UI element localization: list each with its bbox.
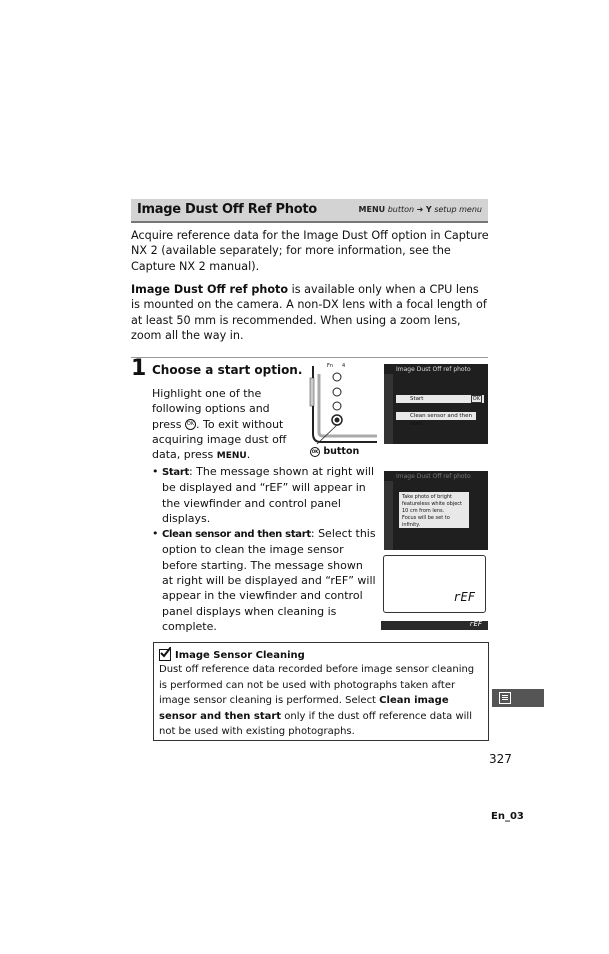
note-bold: Clean image sensor and then start bbox=[159, 695, 449, 722]
control-panel-display bbox=[383, 555, 486, 613]
ok-icon: OK bbox=[185, 419, 196, 430]
step-number: 1 bbox=[131, 356, 147, 381]
note-text bbox=[159, 662, 483, 740]
list-item bbox=[152, 464, 377, 526]
option-text: : The message shown at right will be displayed and “rEF” will appear in the viewfinder and control panel displays. bbox=[162, 465, 374, 525]
option-list bbox=[152, 464, 377, 634]
viewfinder-ref: rEF bbox=[469, 620, 482, 628]
note-title: Image Sensor Cleaning bbox=[175, 649, 305, 661]
menu-screen-start bbox=[384, 364, 488, 444]
message-line: Take photo of bright bbox=[402, 494, 453, 500]
menu-option-label: Start bbox=[410, 396, 424, 402]
setup-menu-word: setup menu bbox=[434, 205, 482, 214]
button-caption-text: button bbox=[323, 446, 360, 457]
document-code: En_03 bbox=[491, 811, 524, 822]
option-term: Start bbox=[162, 467, 189, 478]
menu-list-icon bbox=[499, 692, 511, 704]
page-number: 327 bbox=[489, 752, 512, 766]
camera-fn-label: Fn bbox=[327, 363, 334, 369]
section-title: Image Dust Off Ref Photo bbox=[137, 202, 317, 217]
menu-sidebar bbox=[384, 374, 393, 444]
step-text-a: Highlight one of the following options and press bbox=[152, 387, 270, 431]
step-title: Choose a start option. bbox=[152, 363, 303, 377]
cpu-lens-term: Image Dust Off ref photo bbox=[131, 283, 289, 296]
setup-icon: Y bbox=[425, 205, 432, 214]
bullet-icon: • bbox=[152, 465, 159, 478]
button-word: button bbox=[387, 205, 415, 214]
cpu-lens-text: is available only when a CPU lens is mounted on the camera. A non-DX lens with a focal length of at least 50 mm is recommended. When using a zoom lens, zoom all the way in. bbox=[131, 283, 487, 343]
message-screen bbox=[384, 471, 488, 550]
note-text-b: only if the dust off reference data will not be used with existing photographs. bbox=[159, 710, 472, 737]
section-tab bbox=[492, 689, 544, 707]
bullet-icon: • bbox=[152, 527, 159, 541]
checkmark-icon bbox=[159, 649, 171, 661]
note-text-a: Dust off reference data recorded before image sensor cleaning is performed can not be used with photographs taken after image sensor cleaning is performed. Select bbox=[159, 664, 475, 706]
ok-icon: OK bbox=[310, 447, 320, 457]
intro-paragraph: Acquire reference data for the Image Dust Off option in Capture NX 2 (available separately; for more information, see the Capture NX 2 manual). bbox=[131, 229, 489, 273]
step-text-b: . To exit without acquiring image dust off data, press bbox=[152, 417, 287, 462]
camera-back-illustration bbox=[307, 364, 377, 444]
cpu-lens-paragraph bbox=[131, 282, 491, 344]
menu-option-start bbox=[396, 395, 484, 403]
screen-title: Image Dust Off ref photo bbox=[396, 473, 471, 480]
control-panel-ref: rEF bbox=[453, 590, 475, 604]
message-line: Focus will be set to infinity. bbox=[402, 515, 450, 528]
note-box bbox=[153, 642, 489, 741]
screen-title: Image Dust Off ref photo bbox=[396, 366, 471, 373]
ok-badge-icon: OK bbox=[472, 396, 480, 402]
menu-word: MENU bbox=[216, 451, 247, 462]
note-header bbox=[159, 649, 483, 661]
menu-sidebar bbox=[384, 481, 393, 550]
ok-button-caption bbox=[310, 446, 359, 457]
menu-option-clean: Clean sensor and then start bbox=[396, 412, 476, 420]
menu-path bbox=[359, 205, 482, 214]
step-text-c: . bbox=[246, 448, 251, 462]
option-term: Clean sensor and then start bbox=[162, 529, 311, 541]
message-box bbox=[399, 492, 469, 528]
menu-word: MENU bbox=[358, 205, 386, 214]
message-line: featureless white object bbox=[402, 501, 462, 507]
list-item bbox=[152, 526, 377, 634]
camera-top-label: 4 bbox=[342, 363, 346, 369]
message-line: 10 cm from lens. bbox=[402, 508, 445, 514]
step-instructions bbox=[152, 386, 302, 464]
section-header bbox=[131, 199, 488, 223]
viewfinder-display bbox=[381, 621, 488, 630]
option-text: : Select this option to clean the image sensor before starting. The message shown at right will be displayed and “rEF” will appear in the viewfinder and control panel displays when cleaning is complete. bbox=[162, 527, 376, 633]
divider bbox=[131, 357, 488, 358]
arrow-icon: ➜ bbox=[416, 205, 424, 214]
